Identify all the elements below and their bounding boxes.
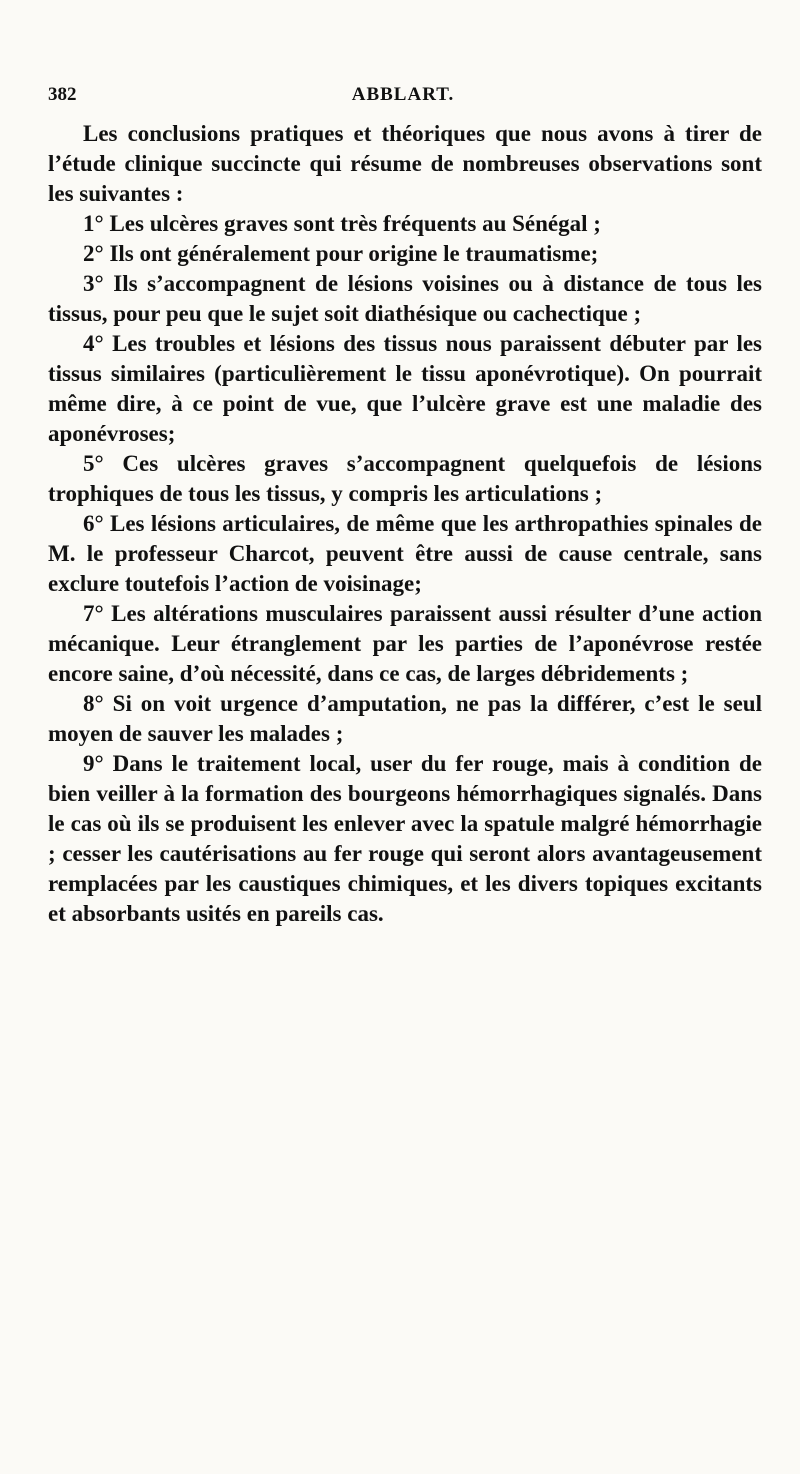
conclusion-item-6: 6° Les lésions articulaires, de même que les arthropathies spinales de M. le professeur Charcot, peuvent être aussi de cause centrale, sans exclure toutefois l’action de voisinage; — [48, 511, 762, 596]
conclusion-item-8: 8° Si on voit urgence d’amputation, ne pas la différer, c’est le seul moyen de sauver les malades ; — [48, 691, 762, 746]
page-number: 382 — [48, 84, 77, 105]
body-text — [48, 119, 762, 929]
conclusion-item-5: 5° Ces ulcères graves s’accompagnent quelquefois de lésions trophiques de tous les tissus, y compris les articulations ; — [48, 451, 762, 506]
conclusion-item-3: 3° Ils s’accompagnent de lésions voisines ou à distance de tous les tissus, pour peu que le sujet soit diathésique ou cachectique ; — [48, 271, 762, 326]
conclusion-item-1: 1° Les ulcères graves sont très fréquents au Sénégal ; — [83, 211, 601, 236]
conclusion-item-7: 7° Les altérations musculaires paraissent aussi résulter d’une action mécanique. Leur étranglement par les parties de l’aponévrose restée encore saine, d’où nécessité, dans ce cas, de larges débridements ; — [48, 601, 762, 686]
conclusion-item-2: 2° Ils ont généralement pour origine le traumatisme; — [83, 241, 599, 266]
paragraph-intro: Les conclusions pratiques et théoriques que nous avons à tirer de l’étude clinique succincte qui résume de nombreuses observations sont les suivantes : — [48, 121, 762, 206]
running-head: ABBLART. — [351, 84, 455, 105]
conclusion-item-4: 4° Les troubles et lésions des tissus nous paraissent débuter par les tissus similaires (particulièrement le tissu aponévrotique). On pourrait même dire, à ce point de vue, que l’ulcère grave est une maladie des aponévroses; — [48, 331, 762, 446]
page-header — [48, 84, 758, 114]
conclusion-item-9: 9° Dans le traitement local, user du fer rouge, mais à condition de bien veiller à la formation des bourgeons hémorrhagiques signalés. Dans le cas où ils se produisent les enlever avec la spatule malgré hémorrhagie ; cesser les cautérisations au fer rouge qui seront alors avantageusement remplacées par les caustiques chimiques, et les divers topiques excitants et absorbants usités en pareils cas. — [48, 751, 762, 926]
